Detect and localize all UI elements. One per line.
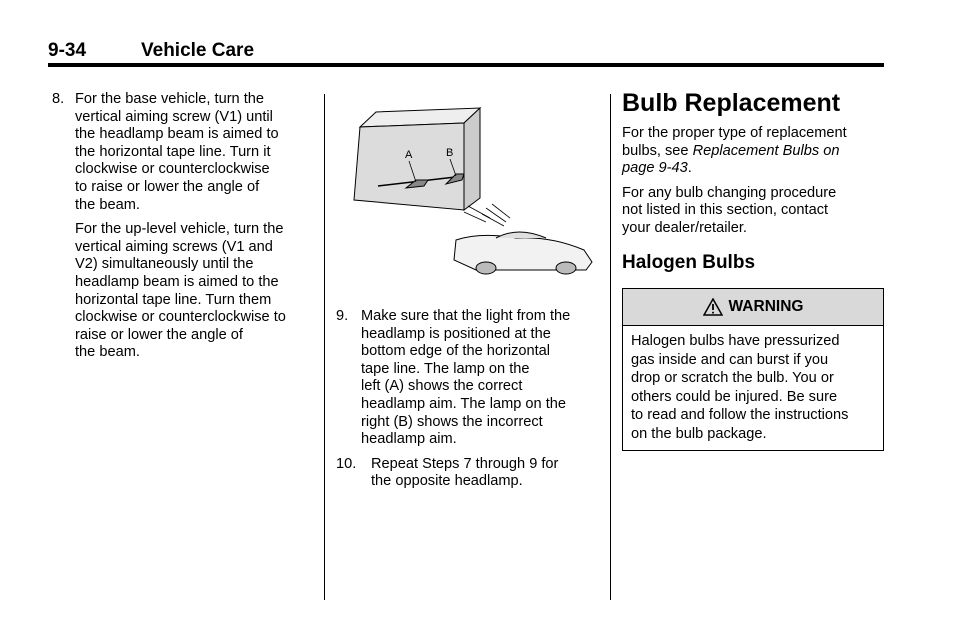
warning-text (623, 326, 883, 444)
label-a: A (405, 149, 413, 161)
text-line: V2) simultaneously until the (75, 256, 254, 273)
subsection-heading: Halogen Bulbs (622, 251, 756, 273)
step-number: 9. (336, 308, 349, 324)
text-line: the headlamp beam is aimed to (75, 126, 279, 143)
right-column (622, 89, 884, 274)
text-line: headlamp beam is aimed to the (75, 273, 279, 290)
warning-box (622, 288, 884, 451)
section-heading: Bulb Replacement (622, 89, 841, 117)
cross-reference-link[interactable]: Replacement Bulbs on (692, 142, 840, 159)
text-line: vertical aiming screw (V1) until (75, 108, 273, 125)
step-8 (52, 91, 314, 362)
step-number: 8. (52, 91, 65, 107)
text-line: headlamp aim. (361, 431, 457, 448)
text-line: right (B) shows the incorrect (361, 413, 543, 430)
step-number: 10. (336, 455, 357, 472)
text-line: For the proper type of replacement (622, 125, 847, 141)
text-line: headlamp aim. The lamp on the (361, 395, 566, 412)
text-line: vertical aiming screws (V1 and (75, 238, 273, 255)
step-9 (336, 308, 602, 449)
text-span: . (687, 160, 692, 177)
text-span: bulbs, see (622, 142, 693, 159)
step-8-paragraph-1 (75, 91, 314, 214)
column-divider-right (610, 94, 611, 600)
warning-label: WARNING (728, 298, 804, 315)
page-header (48, 38, 884, 66)
text-line: drop or scratch the bulb. You or (631, 370, 834, 387)
text-line: clockwise or counterclockwise (75, 161, 270, 178)
paragraph-bulb-type (622, 125, 884, 178)
page-number: 9-34 (48, 40, 87, 61)
text-line: For any bulb changing procedure (622, 184, 837, 201)
text-line: the beam. (75, 196, 140, 213)
text-line: tape line. The lamp on the (361, 360, 530, 377)
text-line: clockwise or counterclockwise to (75, 309, 286, 326)
text-line: headlamp is positioned at the (361, 325, 551, 342)
left-column (52, 91, 314, 362)
step-10 (336, 456, 602, 491)
warning-header (623, 289, 883, 326)
text-line: others could be injured. Be sure (631, 388, 838, 405)
middle-column (336, 308, 602, 491)
text-line: the opposite headlamp. (371, 473, 523, 490)
headlamp-aim-illustration (346, 100, 596, 275)
text-line: bottom edge of the horizontal (361, 343, 551, 360)
text-line: your dealer/retailer. (622, 219, 747, 236)
text-line: Repeat Steps 7 through 9 for (371, 455, 559, 472)
cross-reference-page[interactable]: page 9-43 (622, 160, 688, 177)
text-line: Make sure that the light from the (361, 308, 571, 324)
column-divider-left (324, 94, 325, 600)
text-line: on the bulb package. (631, 425, 767, 442)
text-line: raise or lower the angle of (75, 326, 243, 343)
text-line: For the base vehicle, turn the (75, 91, 265, 107)
text-line: the horizontal tape line. Turn it (75, 143, 271, 160)
text-line: Halogen bulbs have pressurized (631, 333, 840, 349)
label-b: B (446, 147, 454, 159)
text-line: to read and follow the instructions (631, 407, 849, 424)
text-line: the beam. (75, 344, 140, 361)
text-line: gas inside and can burst if you (631, 351, 829, 368)
header-rule (48, 63, 884, 67)
text-line: left (A) shows the correct (361, 378, 523, 395)
step-8-paragraph-2 (75, 221, 314, 362)
paragraph-dealer (622, 185, 884, 238)
text-line: For the up-level vehicle, turn the (75, 221, 284, 238)
text-line: horizontal tape line. Turn them (75, 291, 272, 308)
text-line: not listed in this section, contact (622, 202, 829, 219)
warning-icon (703, 298, 723, 316)
section-title: Vehicle Care (141, 40, 255, 61)
text-line: to raise or lower the angle of (75, 178, 260, 195)
